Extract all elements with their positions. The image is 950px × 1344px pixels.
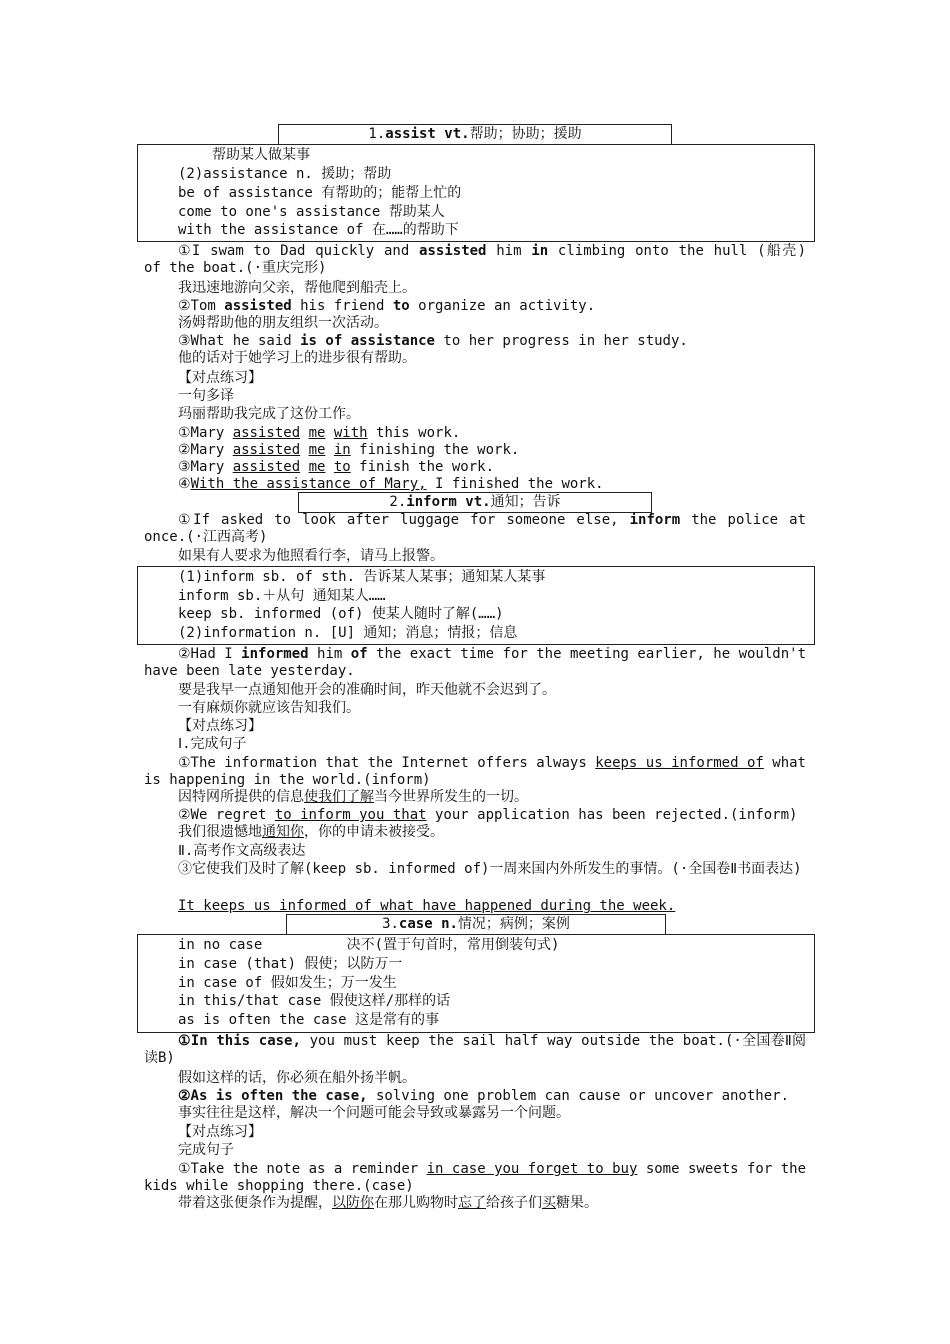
header-number: 3. [382,916,399,932]
header-word: assist vt. [385,126,470,142]
practice-title: 【对点练习】 [178,718,262,734]
practice-title: 【对点练习】 [178,370,262,386]
practice-question: ①The information that the Internet offers always keeps us informed of what is happening in the world.(inform) [144,755,806,788]
example-translation: 汤姆帮助他的朋友组织一次活动。 [178,315,388,331]
example-translation: 事实往往是这样，解决一个问题可能会导致或暴露另一个问题。 [178,1105,570,1121]
header-meaning: 帮助；协助；援助 [469,126,582,142]
practice-translation: 带着这张便条作为提醒，以防你在那儿购物时忘了给孩子们买糖果。 [178,1195,598,1211]
practice-answer: It keeps us informed of what have happened during the week. [178,898,676,914]
practice-prompt: 玛丽帮助我完成了这份工作。 [178,406,360,422]
box-line: with the assistance of 在……的帮助下 [178,222,459,238]
practice-subtitle: 完成句子 [178,1142,234,1158]
box-line: in this/that case 假使这样/那样的话 [178,993,451,1009]
box-line: 帮助某人做某事 [212,147,310,163]
practice-title: 【对点练习】 [178,1124,262,1140]
part-title: Ⅰ.完成句子 [178,736,247,752]
practice-subtitle: 一句多译 [178,388,234,404]
box-line: as is often the case 这是常有的事 [178,1012,440,1028]
section-2-header [298,492,652,513]
practice-translation: 我们很遗憾地通知你，你的申请未被接受。 [178,824,444,840]
box-line: (2)information n. [U] 通知；消息；情报；信息 [178,625,518,641]
box-line: (2)assistance n. 援助；帮助 [178,166,392,182]
example-sentence: ①In this case, you must keep the sail half way outside the boat.(·全国卷Ⅱ阅读B) [144,1033,806,1066]
box-line: in case (that) 假使；以防万一 [178,956,403,972]
example-sentence: ②Tom assisted his friend to organize an activity. [178,298,596,314]
section-1-header [278,124,672,145]
example-translation: 一有麻烦你就应该告知我们。 [178,700,360,716]
practice-translation: 因特网所提供的信息使我们了解当今世界所发生的一切。 [178,789,528,805]
example-sentence: ①I swam to Dad quickly and assisted him in climbing onto the hull (船壳) of the boat.(·重庆完形) [144,243,806,276]
section-3-header [286,914,666,935]
practice-answer: ④With the assistance of Mary, I finished the work. [178,476,604,492]
example-sentence: ①If asked to look after luggage for someone else, inform the police at once.(·江西高考) [144,512,806,545]
header-word: inform vt. [406,494,491,510]
header-meaning: 通知；告诉 [490,494,561,510]
header-meaning: 情况；病例；案例 [457,916,570,932]
box-line: be of assistance 有帮助的；能帮上忙的 [178,185,462,201]
header-number: 1. [368,126,386,142]
box-line: inform sb.＋从句 通知某人…… [178,588,386,604]
header-word: case n. [398,916,458,932]
example-translation: 假如这样的话，你必须在船外扬半帆。 [178,1070,416,1086]
box-line: keep sb. informed (of) 使某人随时了解(……) [178,606,504,622]
part-title: Ⅱ.高考作文高级表达 [178,843,306,859]
example-sentence: ③What he said is of assistance to her progress in her study. [178,333,688,349]
example-translation: 我迅速地游向父亲，帮他爬到船壳上。 [178,280,416,296]
example-translation: 要是我早一点通知他开会的准确时间，昨天他就不会迟到了。 [178,682,556,698]
practice-question: ①Take the note as a reminder in case you forget to buy some sweets for the kids while shopping there.(case) [144,1161,806,1194]
example-sentence: ②As is often the case, solving one problem can cause or uncover another. [178,1088,789,1104]
box-line: in case of 假如发生；万一发生 [178,975,397,991]
example-translation: 他的话对于她学习上的进步很有帮助。 [178,350,416,366]
practice-answer: ③Mary assisted me to finish the work. [178,459,495,475]
practice-question: ③它使我们及时了解(keep sb. informed of)一周来国内外所发生的事情。(·全国卷Ⅱ书面表达) [178,861,802,877]
practice-answer: ①Mary assisted me with this work. [178,425,461,441]
header-number: 2. [389,494,407,510]
box-line: in no case 决不(置于句首时，常用倒装句式) [178,937,560,953]
practice-question: ②We regret to inform you that your application has been rejected.(inform) [178,807,798,823]
practice-answer: ②Mary assisted me in finishing the work. [178,442,520,458]
example-sentence: ②Had I informed him of the exact time for the meeting earlier, he wouldn't have been late yesterday. [144,646,806,679]
example-translation: 如果有人要求为他照看行李，请马上报警。 [178,548,444,564]
box-line: come to one's assistance 帮助某人 [178,204,445,220]
box-line: (1)inform sb. of sth. 告诉某人某事；通知某人某事 [178,569,546,585]
